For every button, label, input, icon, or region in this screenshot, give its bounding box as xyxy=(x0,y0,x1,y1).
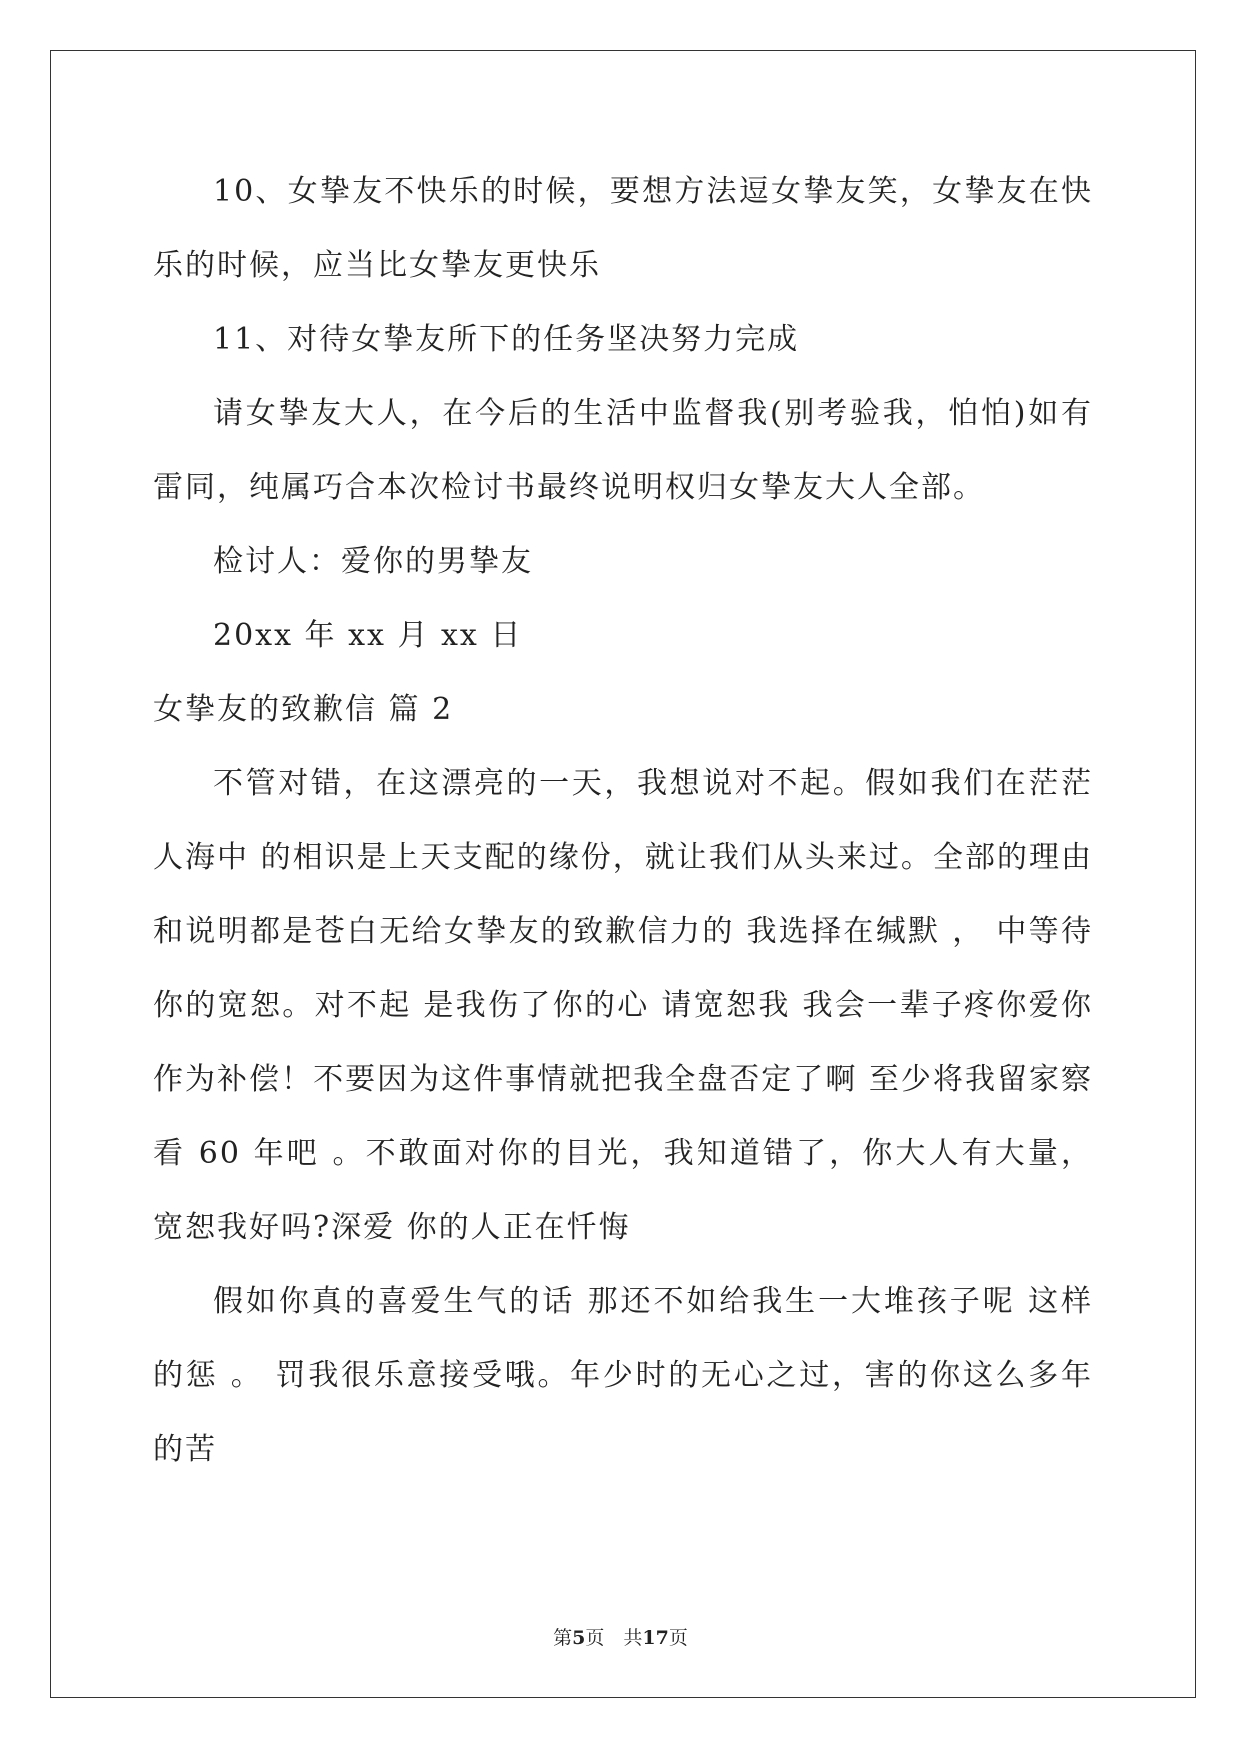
total-pages: 17 xyxy=(642,1627,669,1649)
paragraph-item-11: 11、对待女挚友所下的任务坚决努力完成 xyxy=(213,322,800,357)
page-number: 5 xyxy=(572,1627,586,1649)
section-heading: 女挚友的致歉信 篇 2 xyxy=(153,692,454,727)
paragraph-item-10: 10、女挚友不快乐的时候，要想方法逗女挚友笑，女挚友在快乐的时候，应当比女挚友更快乐 xyxy=(153,174,1093,283)
footer-prefix: 第 xyxy=(553,1627,573,1649)
footer-suffix: 页 xyxy=(668,1627,688,1649)
date-line: 20xx 年 xx 月 xx 日 xyxy=(213,618,523,653)
paragraph-punishment: 假如你真的喜爱生气的话 那还不如给我生一大堆孩子呢 这样的惩 。 罚我很乐意接受哦。年少时的无心之过，害的你这么多年的苦 xyxy=(153,1284,1093,1467)
footer-mid: 页 共 xyxy=(585,1627,643,1649)
paragraph-apology: 不管对错，在这漂亮的一天，我想说对不起。假如我们在茫茫人海中 的相识是上天支配的缘份，就让我们从头来过。全部的理由和说明都是苍白无给女挚友的致歉信力的 我选择在缄默 ， 中等待你的宽恕。对不起 是我伤了你的心 请宽恕我 我会一辈子疼你爱你作为补偿！不要因为这件事情就把我全盘否定了啊 至少将我留家察看 60 年吧 。不敢面对你的目光，我知道错了，你大人有大量，宽恕我好吗?深爱 你的人正在忏悔 xyxy=(153,766,1093,1245)
paragraph-supervision: 请女挚友大人，在今后的生活中监督我(别考验我，怕怕)如有雷同，纯属巧合本次检讨书最终说明权归女挚友大人全部。 xyxy=(153,396,1093,505)
page-footer xyxy=(0,1623,1241,1650)
document-body xyxy=(153,155,1093,1487)
signature-line: 检讨人：爱你的男挚友 xyxy=(213,544,533,579)
